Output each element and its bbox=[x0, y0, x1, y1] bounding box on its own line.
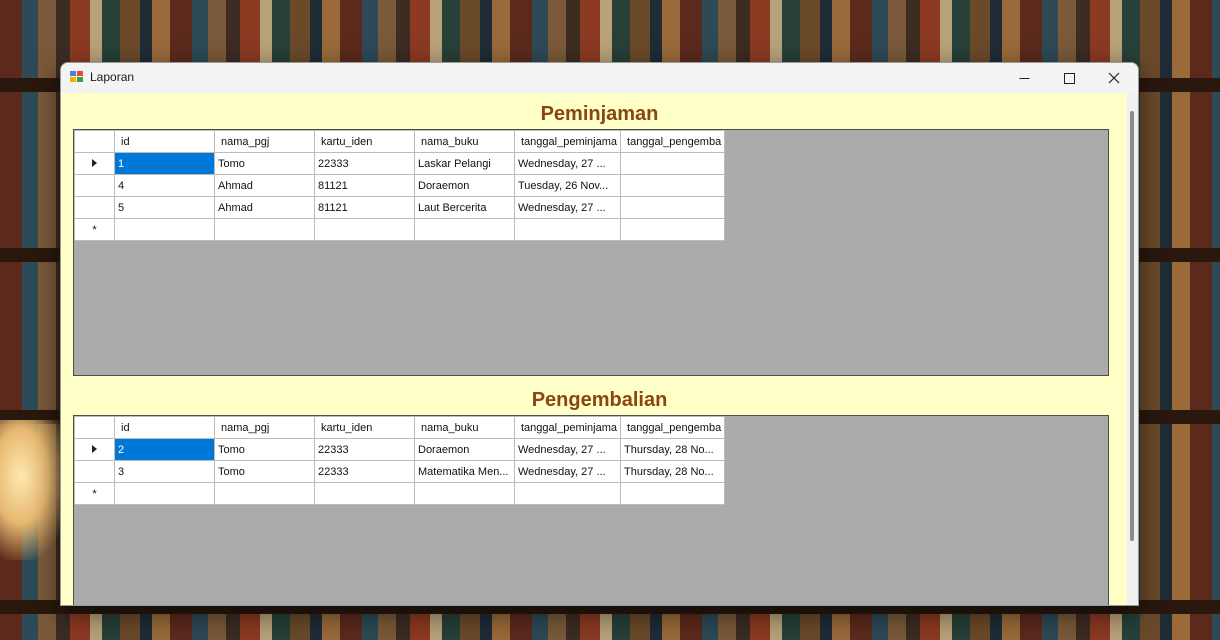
table-cell[interactable]: Doraemon bbox=[415, 175, 515, 197]
table-cell[interactable]: 3 bbox=[115, 461, 215, 483]
table-row[interactable] bbox=[75, 175, 725, 197]
table-cell[interactable] bbox=[315, 483, 415, 505]
table-cell[interactable]: Matematika Men... bbox=[415, 461, 515, 483]
table-cell[interactable] bbox=[621, 153, 725, 175]
table-cell[interactable]: 81121 bbox=[315, 175, 415, 197]
new-row-marker: * bbox=[75, 219, 115, 241]
table-cell[interactable]: Ahmad bbox=[215, 175, 315, 197]
new-row[interactable] bbox=[75, 219, 725, 241]
pengembalian-grid[interactable] bbox=[73, 415, 1109, 606]
table-cell[interactable] bbox=[115, 483, 215, 505]
column-header[interactable]: nama_buku bbox=[415, 131, 515, 153]
pengembalian-title: Pengembalian bbox=[531, 389, 668, 411]
table-row[interactable] bbox=[75, 197, 725, 219]
table-cell[interactable]: Wednesday, 27 ... bbox=[515, 439, 621, 461]
table-cell[interactable] bbox=[515, 483, 621, 505]
table-cell[interactable]: 4 bbox=[115, 175, 215, 197]
minimize-icon bbox=[1019, 73, 1030, 84]
table-cell[interactable]: 2 bbox=[115, 439, 215, 461]
current-row-icon bbox=[92, 445, 98, 453]
window-title: Laporan bbox=[90, 70, 135, 84]
maximize-button[interactable] bbox=[1046, 63, 1092, 93]
column-header[interactable]: tanggal_pengemba bbox=[621, 131, 725, 153]
table-cell[interactable]: Wednesday, 27 ... bbox=[515, 197, 621, 219]
table-cell[interactable] bbox=[621, 219, 725, 241]
column-header[interactable]: nama_pgj bbox=[215, 131, 315, 153]
table-cell[interactable]: Wednesday, 27 ... bbox=[515, 461, 621, 483]
column-header[interactable]: tanggal_peminjama bbox=[515, 417, 621, 439]
corner-header[interactable] bbox=[75, 417, 115, 439]
table-cell[interactable]: Laut Bercerita bbox=[415, 197, 515, 219]
row-header[interactable] bbox=[75, 439, 115, 461]
column-header[interactable]: tanggal_pengemba bbox=[621, 417, 725, 439]
table-cell[interactable]: 22333 bbox=[315, 439, 415, 461]
table-cell[interactable]: 5 bbox=[115, 197, 215, 219]
table-cell[interactable]: Ahmad bbox=[215, 197, 315, 219]
row-header[interactable] bbox=[75, 197, 115, 219]
table-cell[interactable] bbox=[215, 483, 315, 505]
new-row[interactable] bbox=[75, 483, 725, 505]
column-header[interactable]: kartu_iden bbox=[315, 131, 415, 153]
maximize-icon bbox=[1064, 73, 1075, 84]
row-header[interactable] bbox=[75, 461, 115, 483]
header-row bbox=[75, 131, 725, 153]
table-cell[interactable]: Laskar Pelangi bbox=[415, 153, 515, 175]
table-cell[interactable]: 81121 bbox=[315, 197, 415, 219]
column-header[interactable]: id bbox=[115, 417, 215, 439]
table-cell[interactable]: Tomo bbox=[215, 439, 315, 461]
table-cell[interactable] bbox=[115, 219, 215, 241]
table-cell[interactable]: Tuesday, 26 Nov... bbox=[515, 175, 621, 197]
column-header[interactable]: nama_buku bbox=[415, 417, 515, 439]
laporan-window bbox=[60, 62, 1139, 606]
table-row[interactable] bbox=[75, 439, 725, 461]
current-row-icon bbox=[92, 159, 98, 167]
scrollbar-thumb[interactable] bbox=[1130, 111, 1134, 541]
table-cell[interactable]: 22333 bbox=[315, 461, 415, 483]
table-cell[interactable]: Tomo bbox=[215, 153, 315, 175]
peminjaman-grid[interactable] bbox=[73, 129, 1109, 376]
table-cell[interactable] bbox=[315, 219, 415, 241]
close-button[interactable] bbox=[1091, 63, 1137, 93]
title-bar[interactable] bbox=[61, 63, 1138, 93]
row-header[interactable] bbox=[75, 153, 115, 175]
corner-header[interactable] bbox=[75, 131, 115, 153]
table-cell[interactable]: 1 bbox=[115, 153, 215, 175]
table-cell[interactable] bbox=[621, 197, 725, 219]
table-row[interactable] bbox=[75, 153, 725, 175]
table-cell[interactable] bbox=[215, 219, 315, 241]
table-cell[interactable]: Thursday, 28 No... bbox=[621, 461, 725, 483]
table-cell[interactable]: 22333 bbox=[315, 153, 415, 175]
header-row bbox=[75, 417, 725, 439]
table-cell[interactable] bbox=[621, 175, 725, 197]
table-cell[interactable]: Tomo bbox=[215, 461, 315, 483]
table-cell[interactable] bbox=[415, 219, 515, 241]
table-cell[interactable]: Thursday, 28 No... bbox=[621, 439, 725, 461]
table-cell[interactable] bbox=[621, 483, 725, 505]
app-icon bbox=[70, 71, 84, 83]
column-header[interactable]: tanggal_peminjama bbox=[515, 131, 621, 153]
table-cell[interactable] bbox=[515, 219, 621, 241]
column-header[interactable]: kartu_iden bbox=[315, 417, 415, 439]
minimize-button[interactable] bbox=[1001, 63, 1047, 93]
table-row[interactable] bbox=[75, 461, 725, 483]
close-icon bbox=[1108, 72, 1120, 84]
column-header[interactable]: nama_pgj bbox=[215, 417, 315, 439]
table-cell[interactable]: Wednesday, 27 ... bbox=[515, 153, 621, 175]
table-cell[interactable]: Doraemon bbox=[415, 439, 515, 461]
table-cell[interactable] bbox=[415, 483, 515, 505]
vertical-scrollbar[interactable] bbox=[1127, 93, 1138, 605]
new-row-marker: * bbox=[75, 483, 115, 505]
row-header[interactable] bbox=[75, 175, 115, 197]
peminjaman-title: Peminjaman bbox=[540, 103, 659, 125]
column-header[interactable]: id bbox=[115, 131, 215, 153]
